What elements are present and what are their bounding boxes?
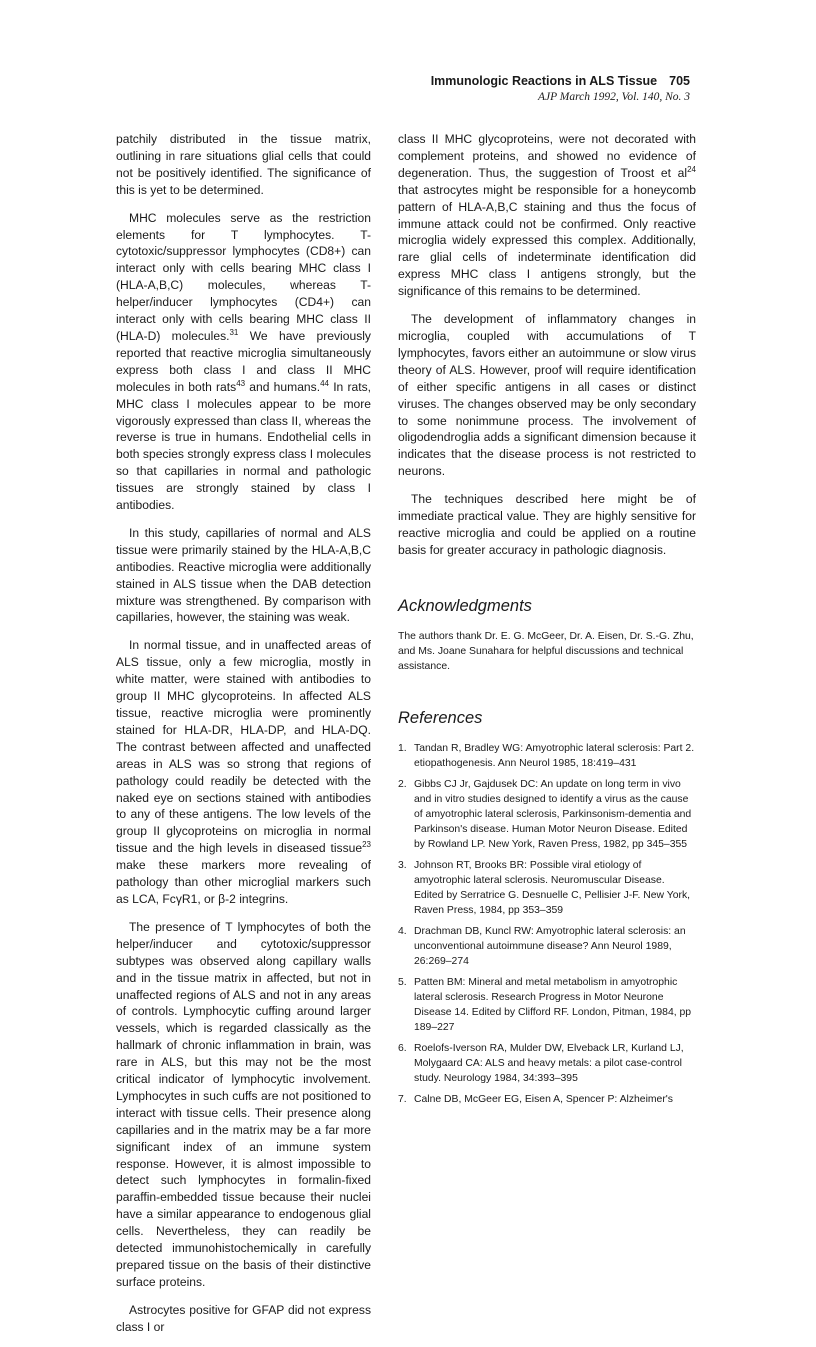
acknowledgments-text: The authors thank Dr. E. G. McGeer, Dr. A. Eisen, Dr. S.-G. Zhu, and Ms. Joane Sunahara for helpful discussions and technical assistance. bbox=[398, 630, 694, 672]
reference-item bbox=[398, 1092, 696, 1107]
reference-number: 2. bbox=[398, 778, 407, 790]
citation-superscript: 31 bbox=[229, 327, 239, 337]
page-number: 705 bbox=[669, 74, 690, 88]
reference-number: 3. bbox=[398, 859, 407, 871]
reference-number: 4. bbox=[398, 925, 407, 937]
reference-item bbox=[398, 975, 696, 1035]
paragraph: patchily distributed in the tissue matrix, outlining in rare situations glial cells that could not be positively identified. The significance of this is yet to be determined. bbox=[116, 132, 371, 197]
citation-superscript: 23 bbox=[362, 840, 371, 850]
citation-superscript: 43 bbox=[236, 378, 246, 388]
reference-item bbox=[398, 1041, 696, 1086]
reference-number: 7. bbox=[398, 1093, 407, 1105]
reference-text: Tandan R, Bradley WG: Amyotrophic lateral sclerosis: Part 2. etiopathogenesis. Ann Neurol 1985, 18:419–431 bbox=[414, 742, 695, 769]
reference-text: Patten BM: Mineral and metal metabolism in amyotrophic lateral sclerosis. Research Progress in Motor Neurone Disease 14. Edited by Clifford RF. London, Pitman, 1984, pp 189–227 bbox=[414, 976, 692, 1033]
left-column bbox=[116, 131, 371, 1347]
page-header bbox=[431, 72, 690, 104]
reference-item bbox=[398, 924, 696, 969]
citation-superscript: 24 bbox=[687, 164, 696, 174]
paragraph: In this study, capillaries of normal and ALS tissue were primarily stained by the HLA-A,B,C antibodies. Reactive microglia were additionally stained in ALS tissue when the DAB detection mixture was strengthened. By comparison with capillaries, however, the staining was weak. bbox=[116, 525, 371, 625]
reference-list bbox=[398, 741, 696, 1107]
reference-number: 1. bbox=[398, 742, 407, 754]
paragraph: MHC molecules serve as the restriction elements for T lymphocytes. T-cytotoxic/suppressor lymphocytes (CD8+) can interact only with cells bearing MHC class I (HLA-A,B,C) molecules, whereas T-helper/inducer lymphocytes (CD4+) can interact only with cells bearing MHC class II (HLA-D) molecules.$^{31}$ We have previously reported that reactive microglia simultaneously express both class I and class II MHC molecules in both rats$^{43}$ and humans.$^{44}$ In rats, MHC class I molecules appear to be more vigorously expressed than class II, whereas the reverse is true in humans. Endothelial cells in both species strongly express class I molecules so that capillaries in normal and pathologic tissues are strongly stained by class I antibodies. bbox=[116, 210, 372, 513]
acknowledgments-heading: Acknowledgments bbox=[398, 596, 532, 615]
journal-reference: AJP March 1992, Vol. 140, No. 3 bbox=[537, 91, 690, 103]
reference-number: 5. bbox=[398, 976, 407, 988]
reference-item bbox=[398, 777, 696, 852]
reference-number: 6. bbox=[398, 1042, 407, 1054]
paragraph: The presence of T lymphocytes of both the helper/inducer and cytotoxic/suppressor subtypes was observed along capillary walls and in the tissue matrix in affected, but not in unaffected regions of ALS and not in any areas of controls. Lymphocytic cuffing around larger vessels, which is regarded classically as the hallmark of chronic inflammation in brain, was rare in ALS, but this may not be the most critical indicator of lymphocytic involvement. Lymphocytes in such cuffs are not positioned to interact with tissue cells. Their presence along capillaries and in the matrix may be a far more significant index of an immune system response. However, it is almost impossible to detect such lymphocytes in formalin-fixed paraffin-embedded tissue because their nuclei have a similar appearance to endogenous glial cells. Nevertheless, they can readily be detected immunohistochemically in carefully prepared tissue on the basis of their distinctive surface proteins. bbox=[116, 919, 371, 1289]
reference-text: Calne DB, McGeer EG, Eisen A, Spencer P: Alzheimer's bbox=[414, 1093, 673, 1105]
paragraph: The techniques described here might be of immediate practical value. They are highly sensitive for reactive microglia and could be applied on a routine basis for greater accuracy in pathologic diagnosis. bbox=[398, 492, 696, 557]
paragraph: Astrocytes positive for GFAP did not express class I or bbox=[116, 1302, 371, 1334]
reference-text: Gibbs CJ Jr, Gajdusek DC: An update on long term in vivo and in vitro studies designed to identify a virus as the cause of amyotrophic lateral sclerosis, Parkinsonism-dementia and Parkinson's disease. Human Motor Neuron Disease. Edited by Rowland LP. New York, Raven Press, 1982, pp 345–355 bbox=[414, 778, 692, 850]
reference-text: Drachman DB, Kuncl RW: Amyotrophic lateral sclerosis: an unconventional autoimmune disease? Ann Neurol 1989, 26:269–274 bbox=[414, 925, 686, 967]
running-title: Immunologic Reactions in ALS Tissue bbox=[430, 74, 658, 88]
reference-text: Johnson RT, Brooks BR: Possible viral etiology of amyotrophic lateral sclerosis. Neuromuscular Disease. Edited by Serratrice G. Desnuelle C, Pellisier J-F. New York, Raven Press, 1984, pp 353–359 bbox=[414, 859, 691, 916]
paragraph: class II MHC glycoproteins, were not decorated with complement proteins, and showed no evidence of degeneration. Thus, the suggestion of Troost et $al^{24}$ that astrocytes might be responsible for a honeycomb pattern of HLA-A,B,C staining and thus the focus of immune attack could not be confirmed. Only reactive microglia widely expressed this complex. Additionally, rare glial cells of indeterminate identification did express MHC class I antigens strongly, but the significance of this remains to be determined. bbox=[398, 132, 696, 299]
paragraph: In normal tissue, and in unaffected areas of ALS tissue, only a few microglia, mostly in white matter, were stained with antibodies to group II MHC glycoproteins. In affected ALS tissue, reactive microglia were prominently stained for HLA-DR, HLA-DP, and HLA-DQ. The contrast between affected and unaffected areas in ALS was so strong that regions of pathology could readily be detected with the naked eye on sections stained with antibodies to any of these antigens. The low levels of the group II glycoproteins on microglia in normal tissue and the high levels in diseased tissue$^{23}$ make these markers more revealing of pathology than other microglial markers such as LCA, FcγR1, or β-2 integrins. bbox=[116, 638, 371, 906]
paragraph: The development of inflammatory changes in microglia, coupled with accumulations of T lymphocytes, favors either an autoimmune or slow virus theory of ALS. However, proof will require identification of either specific antigens in all cases or distinct viruses. The changes observed may be only secondary to some nonimmune process. The involvement of oligodendroglia adds a significant dimension because it indicates that the disease process is not restricted to neurons. bbox=[398, 312, 696, 479]
references-heading: References bbox=[398, 708, 483, 727]
reference-text: Roelofs-Iverson RA, Mulder DW, Elveback LR, Kurland LJ, Molygaard CA: ALS and heavy metals: a pilot case-control study. Neurology 1984, 34:393–395 bbox=[414, 1042, 684, 1084]
reference-item bbox=[398, 741, 696, 771]
right-column bbox=[398, 131, 696, 1113]
reference-item bbox=[398, 858, 696, 918]
citation-superscript: 44 bbox=[320, 378, 329, 388]
